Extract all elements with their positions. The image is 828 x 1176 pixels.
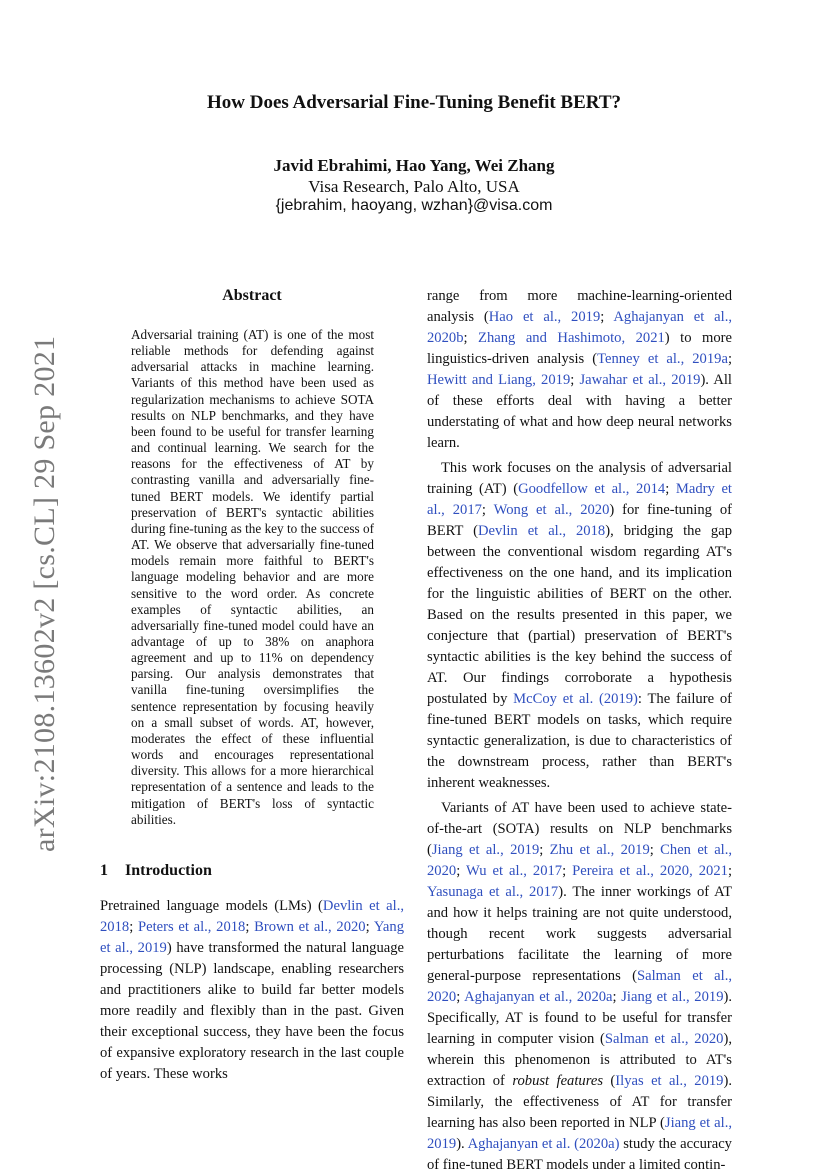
text-run: ;	[539, 842, 550, 858]
citation-link[interactable]: Devlin et al., 2018	[100, 898, 404, 935]
citation-link[interactable]: Jawahar et al., 2019	[579, 372, 701, 388]
text-run: ;	[600, 309, 614, 325]
right-paragraph-1	[427, 286, 732, 454]
author-emails: {jebrahim, haoyang, wzhan}@visa.com	[275, 197, 553, 214]
citation-link[interactable]: Ilyas et al., 2019	[615, 1073, 724, 1089]
text-run: : The failure of fine-tuned BERT models on tasks, which require syntactic generalization, is due to characteristics of the downstream process, rather than BERT's inherent weaknesses.	[427, 691, 732, 791]
citation-link[interactable]: Zhang and Hashimoto, 2021	[478, 330, 665, 346]
affiliation: Visa Research, Palo Alto, USA	[308, 177, 520, 196]
text-run: ). The inner workings of AT and how it helps training are not quite understood, though recent work suggests adversarial perturbations facilitate the learning of more general-purpose representations (	[427, 884, 732, 984]
right-paragraph-2	[427, 458, 732, 794]
citation-link[interactable]: Yang et al., 2019	[100, 919, 404, 956]
text-run: ;	[365, 919, 374, 935]
citation-link[interactable]: Goodfellow et al., 2014	[518, 481, 666, 497]
citation-link[interactable]: Brown et al., 2020	[254, 919, 366, 935]
arxiv-identifier-stamp: arXiv:2108.13602v2 [cs.CL] 29 Sep 2021	[28, 335, 61, 852]
text-run: ;	[456, 989, 465, 1005]
citation-link[interactable]: Salman et al., 2020	[604, 1031, 724, 1047]
citation-link[interactable]: McCoy et al. (2019)	[513, 691, 638, 707]
text-run: Pretrained language models (LMs) (	[100, 898, 323, 914]
text-run: ), wherein this phenomenon is attributed to AT's extraction of	[427, 1031, 732, 1089]
text-run: ).	[456, 1136, 468, 1152]
citation-link[interactable]: Tenney et al., 2019a	[597, 351, 728, 367]
abstract-body	[131, 327, 374, 828]
text-run: ). Similarly, the effectiveness of AT for transfer learning has also been reported in NLP (	[427, 1073, 732, 1131]
citation-link[interactable]: Hao et al., 2019	[488, 309, 601, 325]
abstract-text: Adversarial training (AT) is one of the most reliable methods for defending against adversarial attacks in machine learning. Variants of this method have been used as regularization mechanisms to achieve SOTA results on NLP benchmarks, and they have been found to be useful for transfer learning and continual learning. We search for the reasons for the effectiveness of AT by contrasting vanilla and adversarially fine-tuned BERT models. We identify partial preservation of BERT's syntactic abilities during fine-tuning as the key to the success of AT. We observe that adversarially fine-tuned models remain more faithful to BERT's language modeling behavior and are more sensitive to the word order. As concrete examples of syntactic abilities, an adversarially fine-tuned model could have an advantage of up to 38% on anaphora agreement and up to 11% on dependency parsing. Our analysis demonstrates that vanilla fine-tuning oversimplifies the sentence representation by focusing heavily on a small subset of words. AT, however, moderates the effect of these influential words and encourages representational diversity. This allows for a more hierarchical representation of a sentence and leads to the mitigation of BERT's loss of syntactic abilities.	[131, 327, 374, 827]
text-run: ;	[649, 842, 661, 858]
text-run: ). All of these efforts deal with having a better understating of what and how deep neural networks learn.	[427, 372, 732, 451]
text-run: ;	[463, 330, 479, 346]
citation-link[interactable]: Jiang et al., 2019	[621, 989, 724, 1005]
text-run: ;	[570, 372, 580, 388]
text-run: ;	[562, 863, 573, 879]
citation-link[interactable]: Devlin et al., 2018	[478, 523, 606, 539]
citation-link[interactable]: Hewitt and Liang, 2019	[427, 372, 571, 388]
citation-link[interactable]: Yasunaga et al., 2017	[427, 884, 559, 900]
text-run: ) to more linguistics-driven analysis (	[427, 330, 732, 367]
abstract-heading: Abstract	[222, 287, 282, 304]
author-list: Javid Ebrahimi, Hao Yang, Wei Zhang	[273, 156, 555, 175]
text-run: ;	[727, 351, 732, 367]
text-run: ;	[612, 989, 622, 1005]
text-run: ;	[456, 863, 466, 879]
text-run: range from more machine-learning-oriented analysis (	[427, 288, 732, 325]
text-run: ;	[481, 502, 494, 518]
introduction-left-column	[100, 896, 404, 1085]
citation-link[interactable]: Aghajanyan et al., 2020b	[427, 309, 732, 346]
text-run: ). Specifically, AT is found to be useful for transfer learning in computer vision (	[427, 989, 733, 1047]
section-title: Introduction	[125, 862, 212, 879]
section-heading-introduction	[100, 862, 212, 880]
text-run: ;	[129, 919, 138, 935]
right-column	[427, 286, 732, 1176]
citation-link[interactable]: Salman et al., 2020	[427, 968, 732, 1005]
text-run: ;	[665, 481, 676, 497]
citation-link[interactable]: Chen et al., 2020	[427, 842, 733, 879]
citation-link[interactable]: Pereira et al., 2020, 2021	[572, 863, 728, 879]
intro-paragraph-1	[100, 896, 404, 1085]
citation-link[interactable]: Peters et al., 2018	[137, 919, 246, 935]
text-run: This work focuses on the analysis of adversarial training (AT) (	[427, 460, 732, 497]
paper-title: How Does Adversarial Fine-Tuning Benefit BERT?	[206, 92, 622, 113]
text-run: (	[603, 1073, 616, 1089]
citation-link[interactable]: Aghajanyan et al. (2020a)	[467, 1136, 620, 1152]
citation-link[interactable]: Jiang et al., 2019	[431, 842, 540, 858]
text-run: ;	[727, 863, 733, 879]
citation-link[interactable]: Wong et al., 2020	[493, 502, 610, 518]
text-run: ) have transformed the natural language processing (NLP) landscape, enabling researchers and practitioners alike to build far better models more readily and flexibly than in the past. Given their exceptional success, they have been the focus of expansive exploratory research in the last couple of years. These works	[100, 940, 404, 1082]
citation-link[interactable]: Zhu et al., 2019	[549, 842, 650, 858]
citation-link[interactable]: Madry et al., 2017	[427, 481, 732, 518]
text-run: Variants of AT have been used to achieve state-of-the-art (SOTA) results on NLP benchmarks (	[427, 800, 732, 858]
citation-link[interactable]: Jiang et al., 2019	[427, 1115, 732, 1152]
citation-link[interactable]: Aghajanyan et al., 2020a	[464, 989, 613, 1005]
right-paragraph-3	[427, 798, 732, 1176]
section-number: 1	[100, 862, 108, 879]
emphasis-text: robust features	[512, 1073, 603, 1089]
text-run: ) for fine-tuning of BERT (	[427, 502, 732, 539]
text-run: ), bridging the gap between the conventional wisdom regarding AT's effectiveness on the one hand, and its implication for the linguistic abilities of BERT on the other. Based on the results presented in this paper, we conjecture that (partial) preservation of BERT's syntactic abilities is the key behind the success of AT. Our findings corroborate a hypothesis postulated by	[427, 523, 732, 707]
citation-link[interactable]: Wu et al., 2017	[466, 863, 563, 879]
text-run: ;	[245, 919, 255, 935]
text-run: study the accuracy of fine-tuned BERT models under a limited contin-	[427, 1136, 732, 1173]
